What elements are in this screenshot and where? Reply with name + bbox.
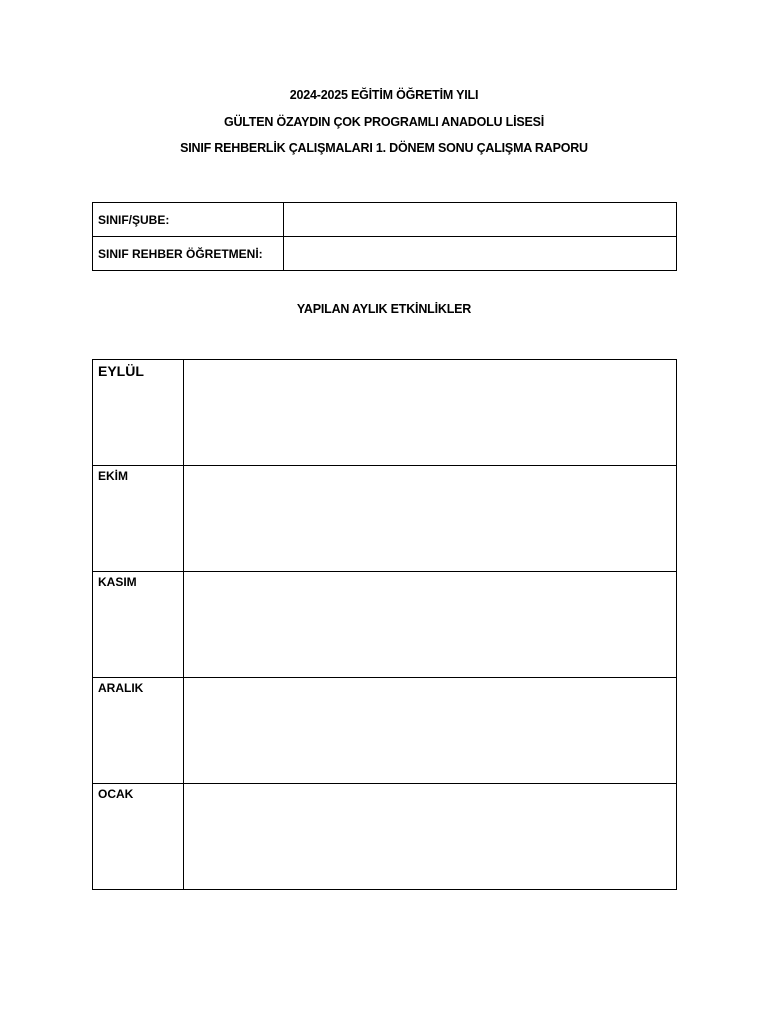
activities-title: YAPILAN AYLIK ETKİNLİKLER — [296, 302, 472, 316]
month-label: EKİM — [93, 466, 184, 572]
document-header — [0, 84, 768, 164]
header-school-year: 2024-2025 EĞİTİM ÖĞRETİM YILI — [289, 88, 479, 102]
header-report-title: SINIF REHBERLİK ÇALIŞMALARI 1. DÖNEM SONU ÇALIŞMA RAPORU — [180, 141, 588, 155]
class-row — [93, 203, 677, 237]
teacher-row — [93, 237, 677, 271]
month-label: ARALIK — [93, 678, 184, 784]
month-label: OCAK — [93, 784, 184, 890]
month-label: KASIM — [93, 572, 184, 678]
month-row-aralik — [93, 678, 677, 784]
month-row-eylul — [93, 360, 677, 466]
teacher-value-cell[interactable] — [284, 237, 677, 271]
month-activity-cell[interactable] — [184, 360, 677, 466]
month-activity-cell[interactable] — [184, 572, 677, 678]
month-row-kasim — [93, 572, 677, 678]
class-info-table — [92, 202, 677, 271]
month-row-ekim — [93, 466, 677, 572]
class-label: SINIF/ŞUBE: — [93, 203, 284, 237]
month-activity-cell[interactable] — [184, 466, 677, 572]
month-label: EYLÜL — [93, 360, 184, 466]
month-row-ocak — [93, 784, 677, 890]
class-value-cell[interactable] — [284, 203, 677, 237]
month-activity-cell[interactable] — [184, 784, 677, 890]
header-school-name: GÜLTEN ÖZAYDIN ÇOK PROGRAMLI ANADOLU LİSESİ — [223, 114, 545, 129]
monthly-activities-table — [92, 359, 677, 890]
teacher-label: SINIF REHBER ÖĞRETMENİ: — [93, 237, 284, 271]
month-activity-cell[interactable] — [184, 678, 677, 784]
